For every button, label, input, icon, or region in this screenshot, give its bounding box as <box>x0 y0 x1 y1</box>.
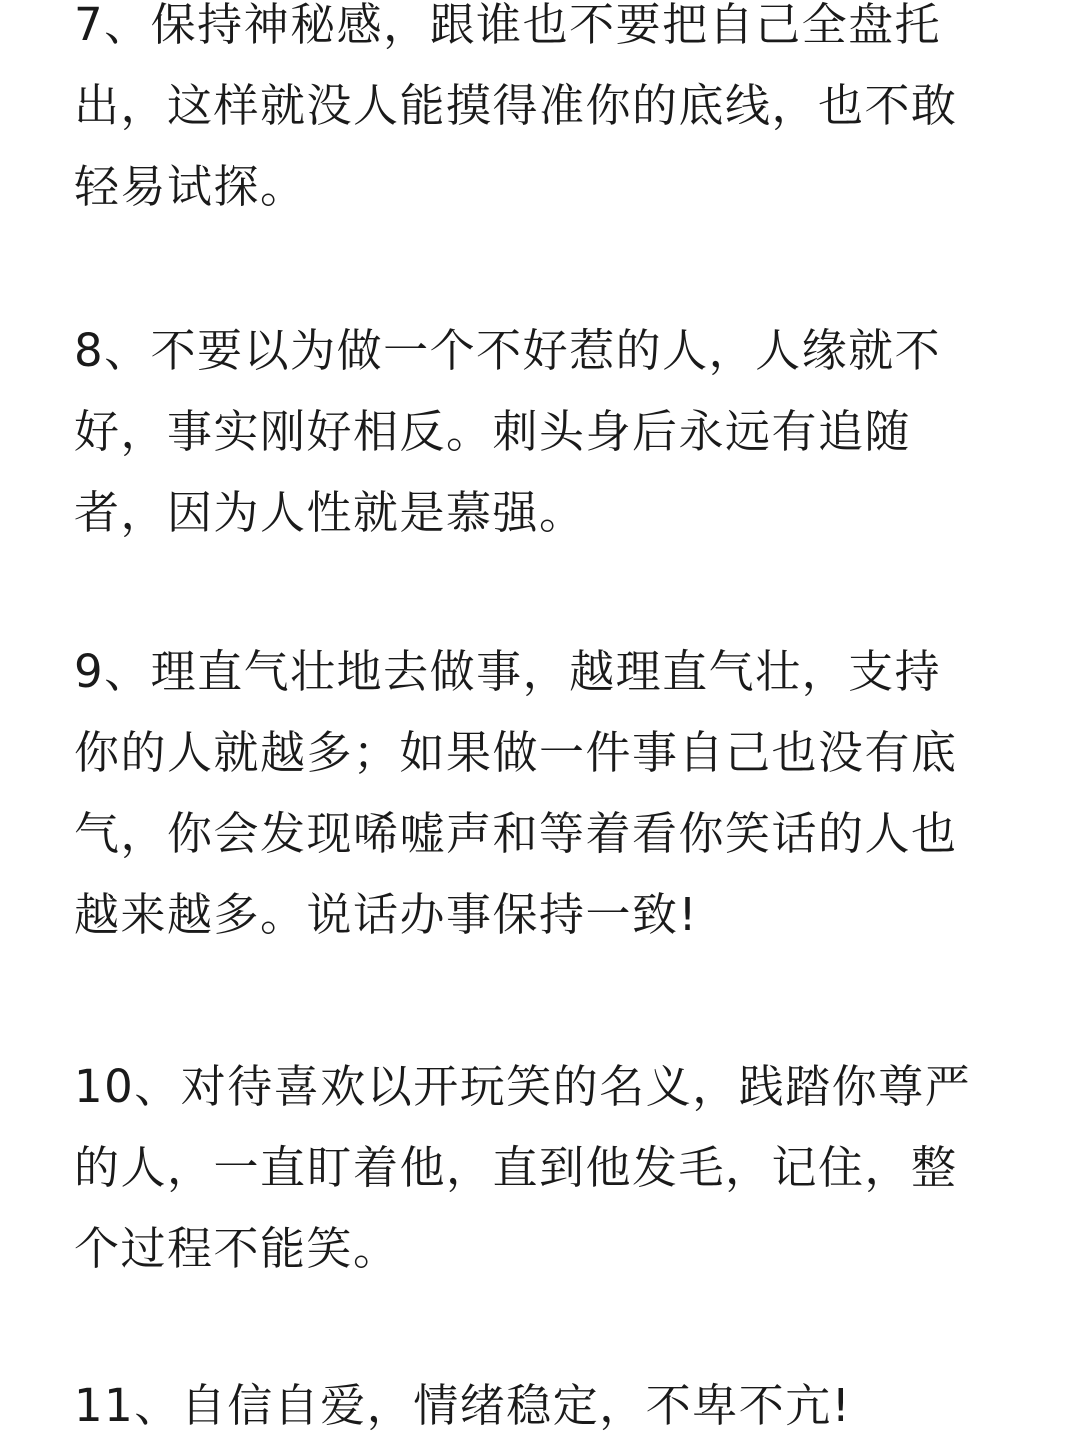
paragraph-line: 出，这样就没人能摸得准你的底线，也不敢 <box>74 79 958 132</box>
paragraph-9 <box>74 631 1004 955</box>
paragraph-7 <box>74 0 1004 227</box>
paragraph-line: 7、保持神秘感，跟谁也不要把自己全盘托 <box>74 0 942 51</box>
paragraph-line: 个过程不能笑。 <box>74 1222 400 1275</box>
paragraph-line: 越来越多。说话办事保持一致! <box>74 888 699 941</box>
paragraph-line: 10、对待喜欢以开玩笑的名义，践踏你尊严 <box>74 1060 972 1113</box>
paragraph-line: 的人，一直盯着他，直到他发毛，记住，整 <box>74 1141 958 1194</box>
paragraph-11 <box>74 1365 1004 1446</box>
paragraph-line: 者，因为人性就是慕强。 <box>74 486 586 539</box>
paragraph-line: 11、自信自爱，情绪稳定，不卑不亢! <box>74 1379 852 1432</box>
paragraph-line: 9、理直气壮地去做事，越理直气壮，支持 <box>74 645 942 698</box>
paragraph-line: 8、不要以为做一个不好惹的人，人缘就不 <box>74 324 942 377</box>
paragraph-line: 轻易试探。 <box>74 160 307 213</box>
paragraph-line: 好，事实刚好相反。刺头身后永远有追随 <box>74 405 912 458</box>
paragraph-10 <box>74 1046 1004 1289</box>
paragraph-line: 你的人就越多；如果做一件事自己也没有底 <box>74 726 958 779</box>
paragraph-8 <box>74 310 1004 553</box>
paragraph-line: 气，你会发现唏嘘声和等着看你笑话的人也 <box>74 807 958 860</box>
